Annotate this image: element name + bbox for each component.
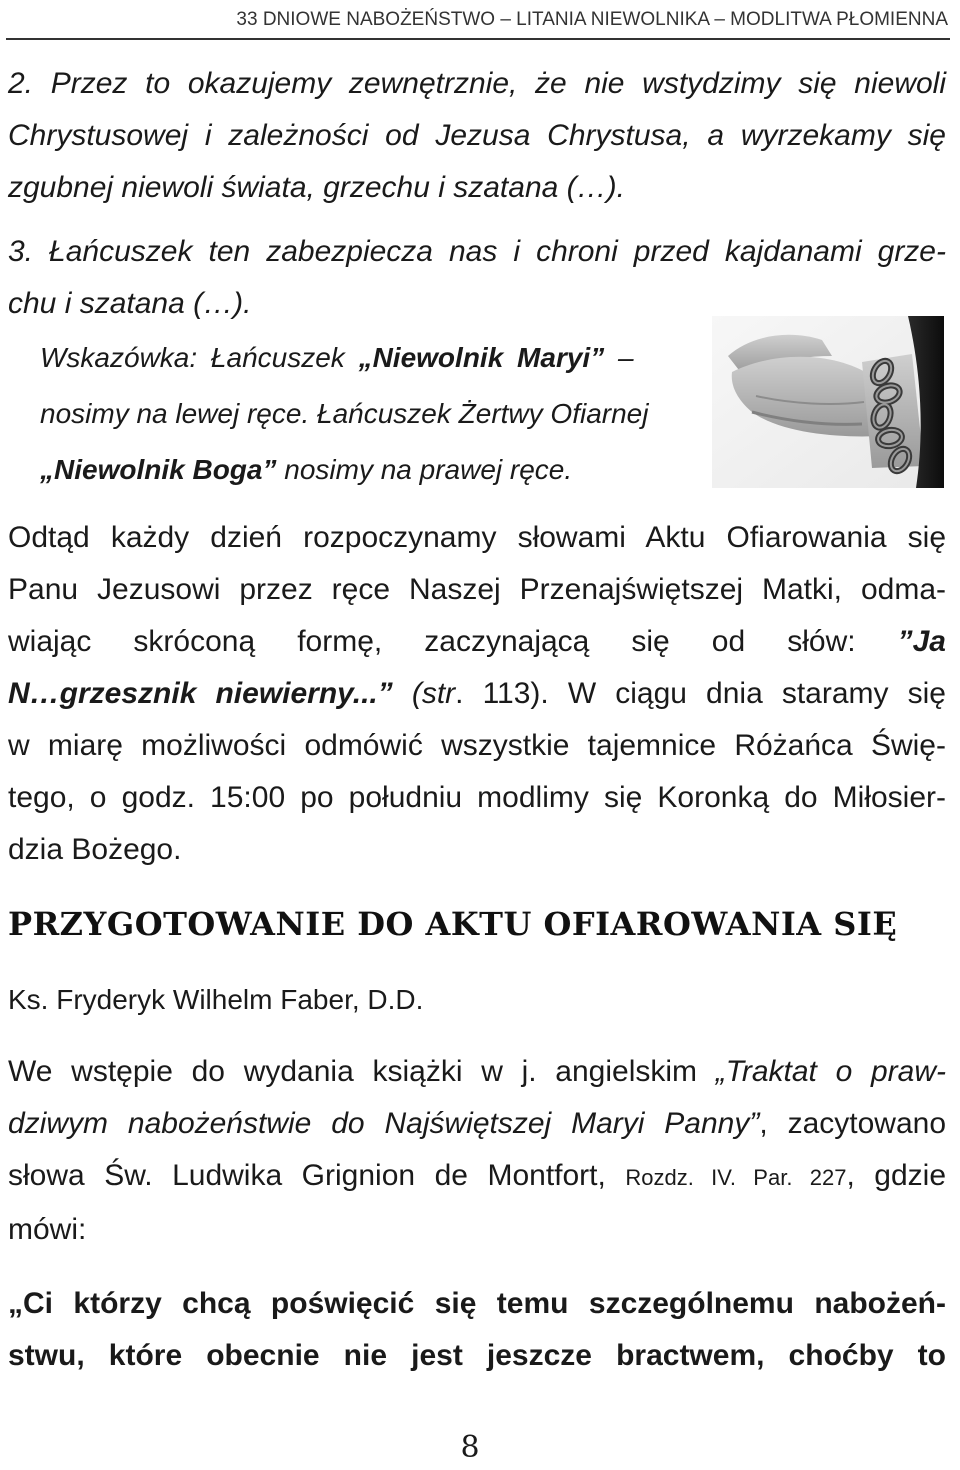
paragraph-4-line-4: N…grzesznik niewierny...” (str. 113). W ciągu dnia staramy się — [8, 677, 946, 710]
paragraph-4-line-2: Panu Jezusowi przez ręce Naszej Przenajświętszej Matki, odma- — [8, 573, 946, 606]
book-title-part-2: dziwym nabożeństwie do Najświętszej Maryi Panny” — [8, 1107, 760, 1140]
paragraph-2-line-2: Chrystusowej i zależności od Jezusa Chrystusa, a wyrzekamy się — [8, 119, 946, 152]
paragraph-2-line-1: 2. Przez to okazujemy zewnętrznie, że nie wstydzimy się niewoli — [8, 67, 946, 100]
quote-line-1: „Ci którzy chcą poświęcić się temu szczególnemu nabożeń- — [8, 1287, 946, 1320]
hint-block — [40, 330, 690, 498]
paragraph-5-line-3: słowa Św. Ludwika Grignion de Montfort, Rozdz. IV. Par. 227, gdzie — [8, 1159, 947, 1192]
paragraph-3 — [8, 226, 946, 330]
paragraph-2-line-3: zgubnej niewoli świata, grzechu i szatana (…). — [8, 171, 625, 204]
quote-ja-start: ”Ja — [897, 625, 946, 658]
running-header: 33 DNIOWE NABOŻEŃSTWO – LITANIA NIEWOLNIKA – MODLITWA PŁOMIENNA — [236, 9, 948, 30]
section-heading: PRZYGOTOWANIE DO AKTU OFIAROWANIA SIĘ — [8, 905, 898, 943]
chain-bracelet-hand-photo — [712, 316, 944, 488]
hint-name-niewolnik-maryi: „Niewolnik Maryi” — [358, 342, 605, 373]
quote-line-2: stwu, które obecnie nie jest jeszcze bractwem, choćby to — [8, 1339, 946, 1372]
paragraph-4-line-5: w miarę możliwości odmówić wszystkie tajemnice Różańca Świę- — [8, 729, 946, 762]
hand-chain-icon — [712, 316, 944, 488]
paragraph-4-line-1: Odtąd każdy dzień rozpoczynamy słowami Aktu Ofiarowania się — [8, 521, 946, 554]
quote-grzesznik: N…grzesznik niewierny...” — [8, 677, 393, 710]
paragraph-5-line-1: We wstępie do wydania książki w j. angielskim „Traktat o praw- — [8, 1055, 946, 1088]
page-number: 8 — [460, 1430, 480, 1465]
paragraph-3-line-1: 3. Łańcuszek ten zabezpiecza nas i chroni przed kajdanami grze- — [8, 235, 946, 268]
paragraph-2 — [8, 58, 946, 214]
paragraph-3-line-2: chu i szatana (…). — [8, 287, 252, 320]
hint-line-2: nosimy na lewej ręce. Łańcuszek Żertwy Ofiarnej — [40, 398, 649, 429]
paragraph-4-line-6: tego, o godz. 15:00 po południu modlimy się Koronką do Miłosier- — [8, 781, 946, 814]
paragraph-5-line-2: dziwym nabożeństwie do Najświętszej Maryi Panny”, zacytowano — [8, 1107, 947, 1140]
paragraph-5-line-4: mówi: — [8, 1213, 87, 1246]
chapter-reference: Rozdz. IV. Par. 227 — [625, 1165, 847, 1190]
hint-name-niewolnik-boga: „Niewolnik Boga” — [40, 454, 277, 485]
header-rule — [6, 38, 950, 40]
hint-line-3: „Niewolnik Boga” nosimy na prawej ręce. — [40, 454, 573, 485]
paragraph-4 — [8, 512, 946, 876]
paragraph-4-line-7: dzia Bożego. — [8, 833, 182, 866]
paragraph-4-line-3: wiając skróconą formę, zaczynającą się od słów: ”Ja — [8, 625, 946, 658]
author-line: Ks. Fryderyk Wilhelm Faber, D.D. — [8, 984, 424, 1015]
paragraph-5 — [8, 1046, 946, 1256]
quote-block — [8, 1278, 946, 1382]
book-title-part-1: „Traktat o praw- — [715, 1055, 946, 1088]
hint-line-1: Wskazówka: Łańcuszek „Niewolnik Maryi” – — [40, 342, 634, 373]
